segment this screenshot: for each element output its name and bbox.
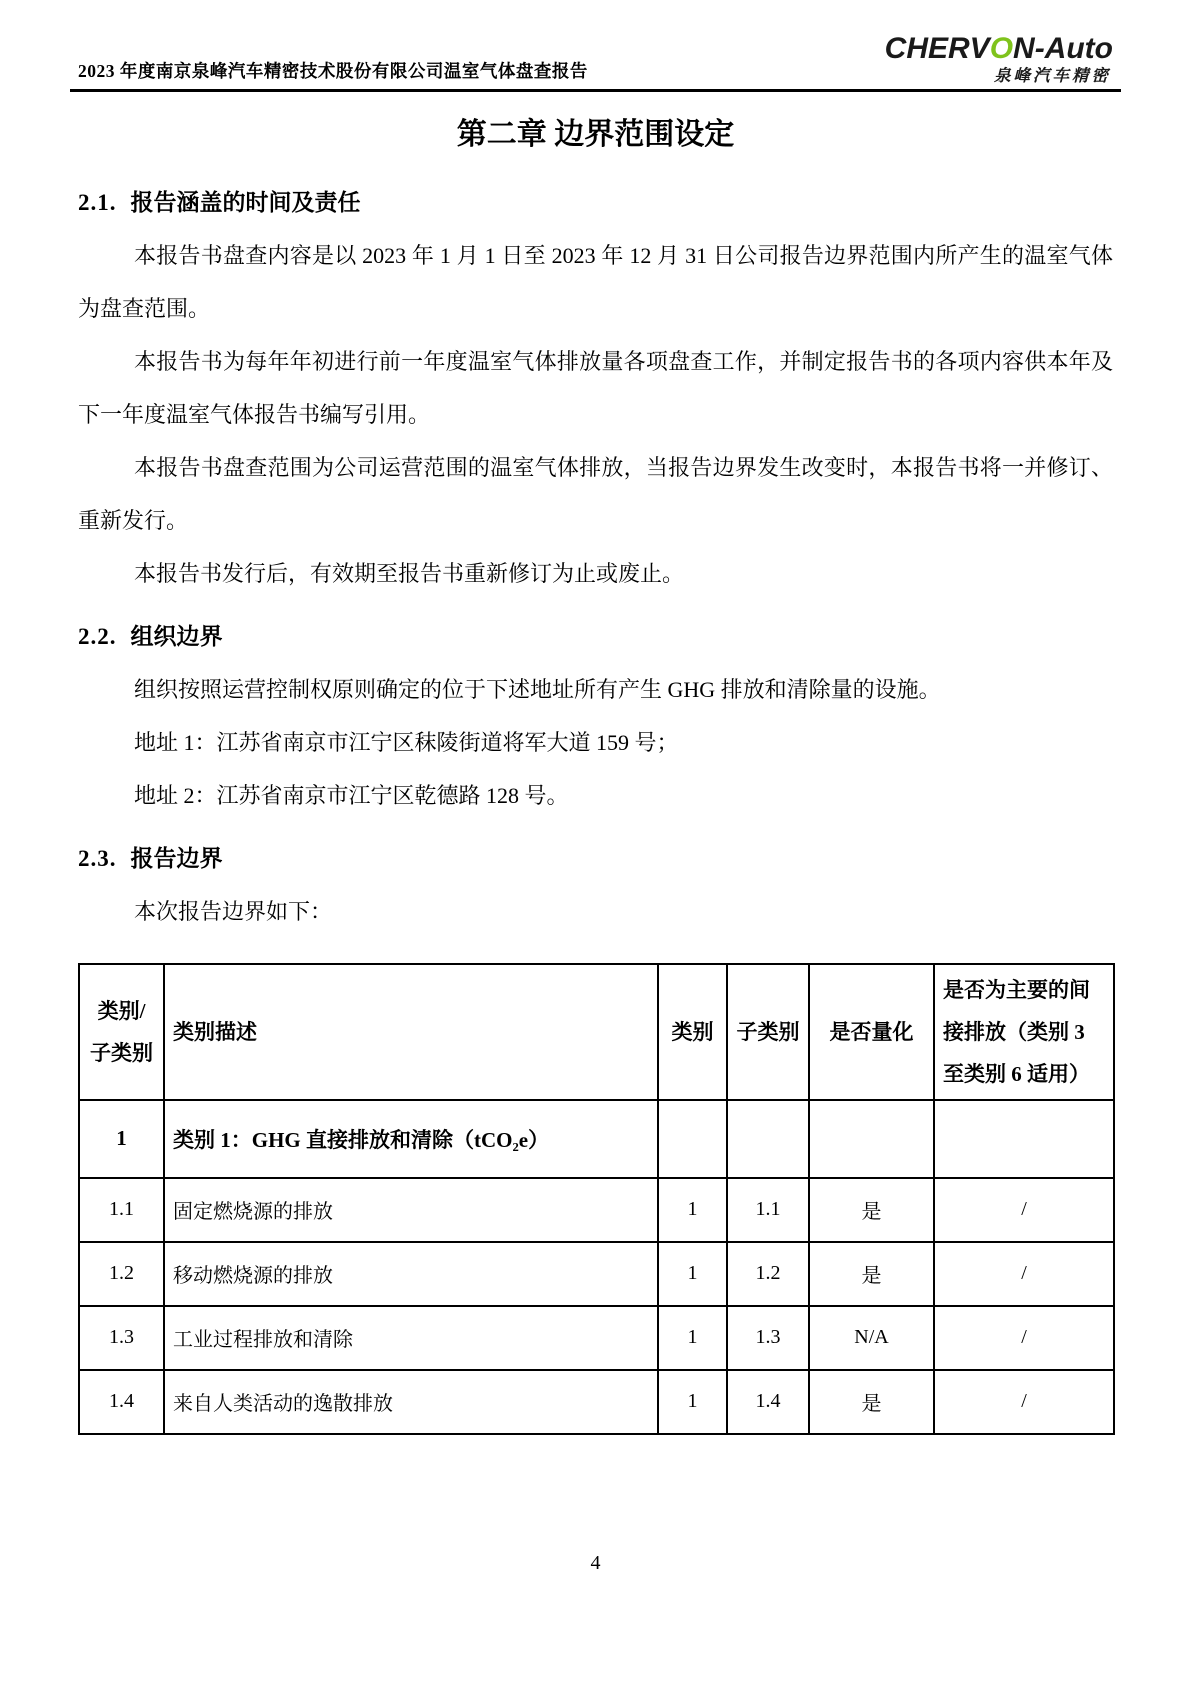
cell-description: 来自人类活动的逸散排放 [164, 1370, 658, 1434]
paragraph: 本报告书盘查内容是以 2023 年 1 月 1 日至 2023 年 12 月 31 日公司报告边界范围内所产生的温室气体为盘查范围。 [78, 242, 1113, 321]
page-number: 4 [590, 1552, 601, 1574]
header-line: 子类别 [90, 1040, 153, 1065]
table-intro-line: 本次报告边界如下： [134, 898, 333, 924]
header-divider [70, 89, 1121, 92]
table-header-row [79, 964, 1114, 1100]
cell-quantified: 是 [809, 1370, 934, 1434]
section-number: 2.1. [78, 189, 117, 215]
paragraph: 本报告书发行后，有效期至报告书重新修订为止或废止。 [134, 560, 685, 586]
cell-quantified: N/A [809, 1306, 934, 1370]
cell-indirect: / [934, 1242, 1114, 1306]
col-header-subcategory: 子类别 [727, 964, 809, 1100]
chapter-title: 第二章 边界范围设定 [456, 117, 735, 151]
cell-category: 1 [658, 1178, 727, 1242]
logo-chinese-subtitle: 泉峰汽车精密 [994, 67, 1111, 85]
cell-description: 移动燃烧源的排放 [164, 1242, 658, 1306]
paragraph: 组织按照运营控制权原则确定的位于下述地址所有产生 GHG 排放和清除量的设施。 [134, 676, 941, 702]
report-boundary-table [78, 963, 1115, 1435]
col-header-quantified: 是否量化 [809, 964, 934, 1100]
chervon-auto-logo [885, 34, 1113, 85]
logo-wordmark [885, 34, 1113, 64]
page-body [0, 104, 1191, 1435]
cell-indirect: / [934, 1178, 1114, 1242]
cell-quantified [809, 1100, 934, 1178]
cell-indirect [934, 1100, 1114, 1178]
page-header [0, 0, 1191, 89]
col-header-category-description: 类别描述 [164, 964, 658, 1100]
cell-id: 1.1 [79, 1178, 164, 1242]
paragraph: 本报告书盘查范围为公司运营范围的温室气体排放，当报告边界发生改变时，本报告书将一并修订、重新发行。 [78, 454, 1113, 533]
table-row-1-2 [79, 1242, 1114, 1306]
cell-category: 1 [658, 1306, 727, 1370]
section-heading-2-2 [78, 610, 1113, 663]
logo-text-post: N-Auto [1013, 32, 1113, 65]
col-header-category-subcategory [79, 964, 164, 1100]
col-header-main-indirect-emission: 是否为主要的间接排放（类别 3 至类别 6 适用） [934, 964, 1114, 1100]
section-number: 2.2. [78, 623, 117, 649]
cell-description: 类别 1：GHG 直接排放和清除（tCO₂e） [164, 1100, 658, 1178]
cell-id: 1.4 [79, 1370, 164, 1434]
table-row-1-1 [79, 1178, 1114, 1242]
table-row-category-1 [79, 1100, 1114, 1178]
paragraph: 本报告书为每年年初进行前一年度温室气体排放量各项盘查工作，并制定报告书的各项内容供本年及下一年度温室气体报告书编写引用。 [78, 348, 1113, 427]
cell-id: 1 [79, 1100, 164, 1178]
cell-subcategory: 1.3 [727, 1306, 809, 1370]
section-title: 报告边界 [130, 845, 223, 871]
cell-id: 1.2 [79, 1242, 164, 1306]
address-line-1: 地址 1：江苏省南京市江宁区秣陵街道将军大道 159 号； [134, 729, 679, 755]
cell-quantified: 是 [809, 1178, 934, 1242]
cell-subcategory: 1.4 [727, 1370, 809, 1434]
col-header-category: 类别 [658, 964, 727, 1100]
section-title: 组织边界 [130, 623, 223, 649]
logo-green-o-icon: O [989, 32, 1014, 65]
section-number: 2.3. [78, 845, 117, 871]
header-line: 类别/ [97, 998, 146, 1023]
cell-subcategory: 1.2 [727, 1242, 809, 1306]
cell-id: 1.3 [79, 1306, 164, 1370]
cell-category [658, 1100, 727, 1178]
logo-text-pre: CHERV [884, 32, 990, 65]
cell-quantified: 是 [809, 1242, 934, 1306]
report-header-title: 2023 年度南京泉峰汽车精密技术股份有限公司温室气体盘查报告 [78, 60, 588, 81]
cell-description: 固定燃烧源的排放 [164, 1178, 658, 1242]
section-title: 报告涵盖的时间及责任 [130, 189, 361, 215]
cell-category: 1 [658, 1370, 727, 1434]
cell-subcategory: 1.1 [727, 1178, 809, 1242]
cell-indirect: / [934, 1306, 1114, 1370]
table-row-1-3 [79, 1306, 1114, 1370]
cell-description: 工业过程排放和清除 [164, 1306, 658, 1370]
section-heading-2-3 [78, 832, 1113, 885]
section-heading-2-1 [78, 176, 1113, 229]
address-line-2: 地址 2：江苏省南京市江宁区乾德路 128 号。 [134, 782, 569, 808]
cell-category: 1 [658, 1242, 727, 1306]
table-row-1-4 [79, 1370, 1114, 1434]
cell-subcategory [727, 1100, 809, 1178]
cell-indirect: / [934, 1370, 1114, 1434]
